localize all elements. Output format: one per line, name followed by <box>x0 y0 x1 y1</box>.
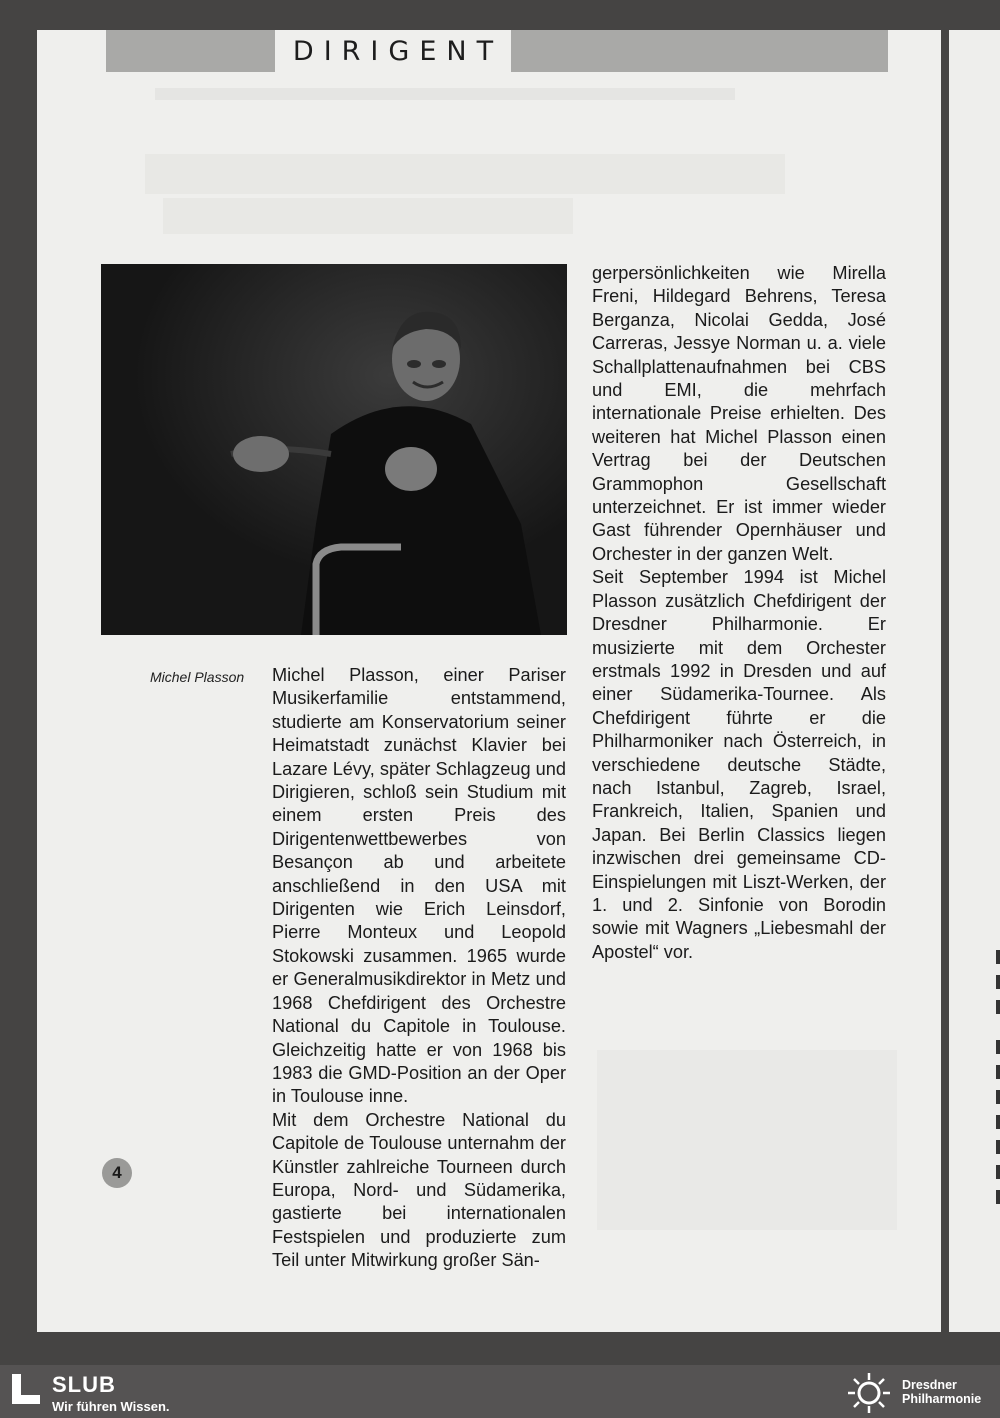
adjacent-page-mark <box>996 1040 1000 1054</box>
orchestra-name <box>902 1378 981 1406</box>
slub-logo-icon <box>12 1374 40 1404</box>
adjacent-page-mark <box>996 1115 1000 1129</box>
adjacent-page-mark <box>996 1000 1000 1014</box>
paragraph: Seit September 1994 ist Michel Plasson zusätzlich Chefdirigent der Dresdner Philharmonie. Er musizierte mit dem Orchester erstmals 1992 in Dresden und auf einer Südamerika-Tournee. Als Chefdirigent führte er die Philharmoniker nach Österreich, in verschiedene deutsche Städte, nach Istanbul, Zagreb, Israel, Frankreich, Italien, Spanien und Japan. Bei Berlin Classics liegen inzwischen drei gemeinsame CD-Einspielungen mit Liszt-Werken, der 1. und 2. Sinfonie von Borodin sowie mit Wagners „Liebesmahl der Apostel“ vor. <box>592 567 886 962</box>
library-name: SLUB <box>52 1372 116 1397</box>
orchestra-logo-icon <box>844 1371 894 1415</box>
orchestra-name-line2: Philharmonie <box>902 1392 982 1406</box>
paragraph: gerpersönlichkeiten wie Mirella Freni, Hildegard Behrens, Teresa Berganza, Nicolai Gedda, José Carreras, Jessye Norman u. a. viele Schallplattenaufnahmen bei CBS und EMI, die mehrfach internationale Preise erhielten. Des weiteren hat Michel Plasson einen Vertrag bei der Deutschen Grammophon Gesellschaft unterzeichnet. Er ist immer wieder Gast führender Opernhäuser und Orchester in der ganzen Welt. <box>592 263 886 564</box>
section-header <box>275 30 511 72</box>
adjacent-page-mark <box>996 1190 1000 1204</box>
conductor-photo-image <box>101 264 567 635</box>
adjacent-page-mark <box>996 1140 1000 1154</box>
library-tagline: Wir führen Wissen. <box>52 1399 170 1414</box>
orchestra-name-line1: Dresdner <box>902 1378 957 1392</box>
photo-caption: Michel Plasson <box>150 669 245 685</box>
right-text-column <box>592 262 886 964</box>
adjacent-page-edge <box>949 30 1000 1332</box>
bleed-through-line <box>163 198 573 234</box>
conductor-photo <box>101 264 567 635</box>
adjacent-page-mark <box>996 1065 1000 1079</box>
left-text-column <box>272 664 566 1273</box>
adjacent-page-mark <box>996 1090 1000 1104</box>
page-number: 4 <box>102 1158 132 1188</box>
adjacent-page-mark <box>996 1165 1000 1179</box>
bleed-through-block <box>597 1050 897 1230</box>
paragraph: Mit dem Orchestre National du Capitole de Toulouse unternahm der Künstler zahlreiche Tourneen durch Europa, Nord- und Südamerika, gastierte bei internationalen Festspielen und produzierte zum Teil unter Mitwirkung großer Sän- <box>272 1109 566 1271</box>
footer-bar <box>0 1365 1000 1418</box>
section-header-title: DIRIGENT <box>292 35 504 67</box>
bleed-through-line <box>145 154 785 194</box>
adjacent-page-mark <box>996 975 1000 989</box>
adjacent-page-mark <box>996 950 1000 964</box>
document-page <box>37 30 941 1332</box>
bleed-through-line <box>155 88 735 100</box>
paragraph: Michel Plasson, einer Pariser Musikerfamilie entstammend, studierte am Konservatorium seiner Heimatstadt zunächst Klavier bei Lazare Lévy, später Schlagzeug und Dirigieren, schloß sein Studium mit einem ersten Preis des Dirigentenwettbewerbes von Besançon ab und arbeitete anschließend in den USA mit Dirigenten wie Erich Leinsdorf, Pierre Monteux und Leopold Stokowski zusammen. 1965 wurde er Generalmusikdirektor in Metz und 1968 Chefdirigent des Orchestre National du Capitole in Toulouse. Gleichzeitig hatte er von 1968 bis 1983 die GMD-Position an der Oper in Toulouse inne. <box>272 665 566 1107</box>
